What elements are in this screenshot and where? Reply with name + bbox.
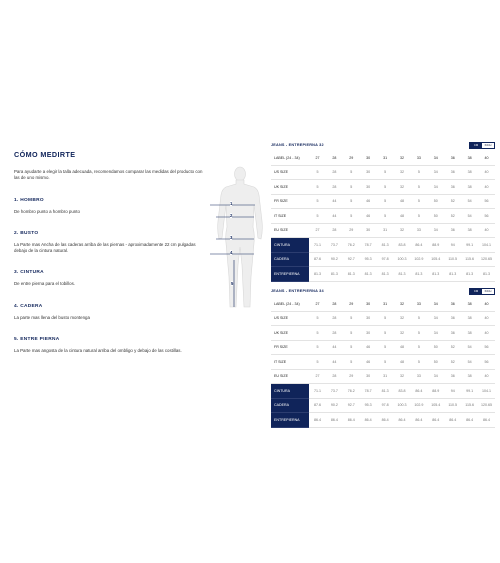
table-cell: 5	[410, 355, 427, 370]
table-cell: 5	[377, 311, 394, 326]
size-table	[271, 297, 495, 428]
table-cell: 40	[478, 311, 495, 326]
table-body	[271, 297, 495, 427]
section-desc: De entre pierna para el tobillos.	[14, 281, 76, 287]
table-cell: 83.8	[394, 238, 411, 253]
header-size-cell: 36	[444, 297, 461, 311]
row-label: UK SIZE	[271, 180, 309, 195]
table-cell: 81.3	[377, 384, 394, 399]
row-label: CADERA	[271, 252, 309, 267]
header-size-cell: 40	[478, 151, 495, 165]
table-cell: 81.3	[360, 267, 377, 282]
table-cell: 40	[478, 326, 495, 341]
marker-3: 3	[230, 235, 233, 240]
table-cell: 5	[410, 311, 427, 326]
table-cell: 33	[410, 223, 427, 238]
row-label: ENTREPIERNA	[271, 413, 309, 428]
marker-2: 2	[230, 213, 233, 218]
table-row	[271, 384, 495, 399]
table-cell: 32	[394, 180, 411, 195]
table-cell: 81.3	[377, 267, 394, 282]
table-cell: 73.7	[326, 384, 343, 399]
table-cell: 32	[394, 223, 411, 238]
header-size-cell: 32	[394, 297, 411, 311]
table-cell: 5	[343, 209, 360, 224]
table-cell: 5	[410, 209, 427, 224]
table-cell: 104.1	[478, 384, 495, 399]
table-row	[271, 340, 495, 355]
table-cell: 110.5	[444, 252, 461, 267]
table-cell: 40	[478, 369, 495, 384]
table-cell: 28	[326, 165, 343, 180]
header-size-cell: 33	[410, 151, 427, 165]
table-cell: 34	[427, 165, 444, 180]
table-cell: 81.3	[410, 267, 427, 282]
table-cell: 87.6	[309, 252, 326, 267]
table-cell: 44	[326, 194, 343, 209]
header-label-cell: LABEL (24 - 34)	[271, 151, 309, 165]
table-cell: 90.2	[326, 398, 343, 413]
unit-toggle	[469, 288, 495, 295]
table-cell: 5	[377, 165, 394, 180]
table-cell: 86.4	[326, 413, 343, 428]
table-cell: 86.4	[478, 413, 495, 428]
section-busto	[14, 231, 204, 254]
row-label: US SIZE	[271, 165, 309, 180]
table-cell: 5	[343, 326, 360, 341]
table-cell: 95.3	[360, 252, 377, 267]
table-cell: 86.4	[410, 413, 427, 428]
table-cell: 81.3	[394, 267, 411, 282]
row-label: FR SIZE	[271, 340, 309, 355]
body-silhouette-icon	[200, 165, 280, 315]
table-row	[271, 398, 495, 413]
table-body	[271, 151, 495, 281]
table-cell: 54	[461, 355, 478, 370]
table-cell: 38	[461, 311, 478, 326]
table-row	[271, 252, 495, 267]
table-cell: 71.1	[309, 384, 326, 399]
table-cell: 48	[394, 340, 411, 355]
marker-4: 4	[230, 250, 233, 255]
table-row	[271, 180, 495, 195]
table-cell: 81.3	[377, 238, 394, 253]
table-cell: 28	[326, 369, 343, 384]
header-size-cell: 27	[309, 151, 326, 165]
table-cell: 48	[394, 194, 411, 209]
section-desc: La parte mas llena del busto montenga	[14, 314, 90, 320]
table-title: JEANS - ENTREPIERNA 34	[271, 289, 324, 293]
table-cell: 30	[360, 223, 377, 238]
table-cell: 5	[377, 180, 394, 195]
table-cell: 29	[343, 369, 360, 384]
table-row	[271, 369, 495, 384]
table-cell: 99.1	[461, 238, 478, 253]
table-cell: 100.3	[394, 252, 411, 267]
table-cell: 30	[360, 311, 377, 326]
row-label: EU SIZE	[271, 369, 309, 384]
table-cell: 27	[309, 223, 326, 238]
table-cell: 78.7	[360, 384, 377, 399]
table-cell: 86.4	[410, 238, 427, 253]
table-cell: 5	[410, 180, 427, 195]
row-label: US SIZE	[271, 311, 309, 326]
table-cell: 86.4	[410, 384, 427, 399]
header-size-cell: 30	[360, 297, 377, 311]
header-size-cell: 31	[377, 151, 394, 165]
table-cell: 48	[394, 209, 411, 224]
table-cell: 52	[444, 194, 461, 209]
table-row	[271, 238, 495, 253]
table-cell: 31	[377, 223, 394, 238]
body-figure	[200, 165, 280, 315]
table-cell: 28	[326, 326, 343, 341]
section-hombro	[14, 198, 204, 215]
table-header-row	[271, 151, 495, 165]
table-cell: 104.1	[478, 238, 495, 253]
table-cell: 34	[427, 369, 444, 384]
table-cell: 5	[377, 209, 394, 224]
header-size-cell: 29	[343, 151, 360, 165]
table-cell: 52	[444, 340, 461, 355]
table-cell: 44	[326, 340, 343, 355]
table-cell: 5	[410, 340, 427, 355]
table-cell: 28	[326, 180, 343, 195]
header-size-cell: 31	[377, 297, 394, 311]
section-title: 4. CADERA	[14, 303, 43, 309]
table-title: JEANS - ENTREPIERNA 32	[271, 143, 324, 147]
table-header-row	[271, 297, 495, 311]
table-cell: 5	[309, 340, 326, 355]
table-cell: 5	[343, 311, 360, 326]
table-cell: 46	[360, 340, 377, 355]
table-cell: 40	[478, 223, 495, 238]
table-cell: 81.3	[444, 267, 461, 282]
table-cell: 78.7	[360, 238, 377, 253]
table-cell: 56	[478, 194, 495, 209]
header-size-cell: 38	[461, 151, 478, 165]
table-cell: 86.4	[394, 413, 411, 428]
table-cell: 71.1	[309, 238, 326, 253]
header-size-cell: 40	[478, 297, 495, 311]
marker-1: 1	[230, 201, 233, 206]
table-cell: 36	[444, 223, 461, 238]
table-cell: 86.4	[360, 413, 377, 428]
table-cell: 50	[427, 209, 444, 224]
header-size-cell: 27	[309, 297, 326, 311]
table-cell: 5	[309, 326, 326, 341]
table-cell: 5	[410, 326, 427, 341]
table-cell: 76.2	[343, 238, 360, 253]
header-size-cell: 34	[427, 297, 444, 311]
table-cell: 81.3	[478, 267, 495, 282]
table-cell: 30	[360, 180, 377, 195]
section-desc: De hombro punto a hombro punto	[14, 208, 80, 214]
table-cell: 5	[309, 209, 326, 224]
page-title: CÓMO MEDIRTE	[14, 150, 76, 159]
table-cell: 36	[444, 326, 461, 341]
table-row	[271, 267, 495, 282]
table-cell: 5	[343, 180, 360, 195]
table-cell: 56	[478, 340, 495, 355]
section-desc: La Parte mas angosta de la cintura natural arriba del ombligo y debajo de las costillas.	[14, 347, 182, 353]
table-row	[271, 165, 495, 180]
table-cell: 30	[360, 326, 377, 341]
table-cell: 38	[461, 326, 478, 341]
table-cell: 86.4	[377, 413, 394, 428]
table-cell: 97.8	[377, 398, 394, 413]
section-title: 3. CINTURA	[14, 270, 44, 276]
header-label-cell: LABEL (24 - 34)	[271, 297, 309, 311]
section-title: 5. ENTRE PIERNA	[14, 336, 60, 342]
table-cell: 38	[461, 369, 478, 384]
table-cell: 86.4	[427, 413, 444, 428]
table-cell: 52	[444, 209, 461, 224]
size-table-32	[271, 141, 495, 282]
table-row	[271, 194, 495, 209]
section-entre-pierna	[14, 337, 204, 354]
table-cell: 46	[360, 209, 377, 224]
table-cell: 90.2	[326, 252, 343, 267]
table-cell: 120.65	[478, 398, 495, 413]
table-cell: 88.9	[427, 384, 444, 399]
table-cell: 40	[478, 180, 495, 195]
table-cell: 56	[478, 209, 495, 224]
table-cell: 110.5	[444, 398, 461, 413]
size-table	[271, 151, 495, 282]
table-cell: 102.9	[410, 252, 427, 267]
table-cell: 32	[394, 369, 411, 384]
table-cell: 5	[343, 340, 360, 355]
table-cell: 5	[410, 165, 427, 180]
table-cell: 46	[360, 355, 377, 370]
table-cell: 73.7	[326, 238, 343, 253]
header-size-cell: 36	[444, 151, 461, 165]
table-cell: 38	[461, 180, 478, 195]
table-cell: 46	[360, 194, 377, 209]
table-cell: 32	[394, 326, 411, 341]
row-label: CADERA	[271, 398, 309, 413]
header-size-cell: 30	[360, 151, 377, 165]
section-title: 1. HOMBRO	[14, 197, 44, 203]
table-cell: 48	[394, 355, 411, 370]
section-cadera	[14, 304, 204, 321]
table-cell: 33	[410, 369, 427, 384]
header-size-cell: 28	[326, 297, 343, 311]
table-cell: 92.7	[343, 398, 360, 413]
header-size-cell: 33	[410, 297, 427, 311]
table-cell: 27	[309, 369, 326, 384]
table-cell: 100.3	[394, 398, 411, 413]
table-cell: 5	[309, 165, 326, 180]
row-label: IT SIZE	[271, 209, 309, 224]
table-cell: 28	[326, 311, 343, 326]
table-cell: 28	[326, 223, 343, 238]
section-desc: La Parte mas Ancha de las caderas arriba de las piernas - aproximadamente 22 cm pulgadas debajo de la cintura natural.	[14, 242, 196, 254]
table-cell: 29	[343, 223, 360, 238]
table-cell: 5	[309, 194, 326, 209]
table-cell: 92.7	[343, 252, 360, 267]
table-cell: 36	[444, 180, 461, 195]
row-label: CINTURA	[271, 238, 309, 253]
table-cell: 86.4	[343, 413, 360, 428]
table-cell: 44	[326, 355, 343, 370]
marker-5: 5	[231, 281, 234, 286]
table-row	[271, 413, 495, 428]
header-size-cell: 38	[461, 297, 478, 311]
table-row	[271, 326, 495, 341]
table-cell: 87.6	[309, 398, 326, 413]
table-cell: 5	[377, 194, 394, 209]
row-label: CINTURA	[271, 384, 309, 399]
table-cell: 30	[360, 165, 377, 180]
table-cell: 32	[394, 165, 411, 180]
table-cell: 105.4	[427, 398, 444, 413]
table-row	[271, 311, 495, 326]
unit-toggle	[469, 142, 495, 149]
table-cell: 54	[461, 209, 478, 224]
section-title: 2. BUSTO	[14, 231, 39, 237]
table-row	[271, 209, 495, 224]
table-cell: 81.3	[309, 267, 326, 282]
unit-cm-button[interactable]: CM	[470, 289, 482, 294]
table-cell: 54	[461, 340, 478, 355]
table-cell: 30	[360, 369, 377, 384]
row-label: FR SIZE	[271, 194, 309, 209]
table-cell: 83.8	[394, 384, 411, 399]
table-cell: 99.1	[461, 384, 478, 399]
table-cell: 54	[461, 194, 478, 209]
table-cell: 5	[377, 355, 394, 370]
table-cell: 34	[427, 180, 444, 195]
table-cell: 34	[427, 223, 444, 238]
table-row	[271, 355, 495, 370]
table-cell: 115.6	[461, 398, 478, 413]
table-cell: 5	[377, 326, 394, 341]
table-cell: 81.3	[343, 267, 360, 282]
table-cell: 86.4	[309, 413, 326, 428]
unit-inch-button[interactable]: INCH	[484, 289, 492, 293]
unit-cm-button[interactable]: CM	[470, 143, 482, 148]
table-cell: 81.3	[461, 267, 478, 282]
table-cell: 52	[444, 355, 461, 370]
row-label: IT SIZE	[271, 355, 309, 370]
table-cell: 38	[461, 165, 478, 180]
section-cintura	[14, 270, 204, 287]
table-cell: 32	[394, 311, 411, 326]
table-cell: 5	[410, 194, 427, 209]
table-cell: 86.4	[461, 413, 478, 428]
intro-text: Para ayudarte a elegir la talla adecuada, recomendamos comparar las medidas del producto con las de uno mismo.	[14, 169, 203, 181]
table-cell: 50	[427, 355, 444, 370]
table-cell: 115.6	[461, 252, 478, 267]
table-cell: 120.65	[478, 252, 495, 267]
header-size-cell: 29	[343, 297, 360, 311]
table-cell: 88.9	[427, 238, 444, 253]
table-cell: 50	[427, 194, 444, 209]
table-cell: 34	[427, 311, 444, 326]
table-cell: 50	[427, 340, 444, 355]
table-cell: 5	[343, 165, 360, 180]
table-cell: 36	[444, 311, 461, 326]
unit-inch-button[interactable]: INCH	[484, 143, 492, 147]
table-cell: 94	[444, 238, 461, 253]
table-cell: 34	[427, 326, 444, 341]
row-label: UK SIZE	[271, 326, 309, 341]
table-cell: 97.8	[377, 252, 394, 267]
table-cell: 36	[444, 369, 461, 384]
table-cell: 44	[326, 209, 343, 224]
table-cell: 5	[309, 311, 326, 326]
header-size-cell: 34	[427, 151, 444, 165]
table-row	[271, 223, 495, 238]
table-cell: 105.4	[427, 252, 444, 267]
table-cell: 5	[309, 355, 326, 370]
table-cell: 76.2	[343, 384, 360, 399]
row-label: ENTREPIERNA	[271, 267, 309, 282]
table-cell: 81.3	[427, 267, 444, 282]
size-table-34	[271, 287, 495, 428]
table-cell: 5	[309, 180, 326, 195]
table-cell: 40	[478, 165, 495, 180]
table-cell: 86.4	[444, 413, 461, 428]
table-cell: 5	[377, 340, 394, 355]
table-cell: 102.9	[410, 398, 427, 413]
table-cell: 31	[377, 369, 394, 384]
table-cell: 38	[461, 223, 478, 238]
header-size-cell: 28	[326, 151, 343, 165]
table-cell: 81.3	[326, 267, 343, 282]
row-label: EU SIZE	[271, 223, 309, 238]
table-cell: 56	[478, 355, 495, 370]
header-size-cell: 32	[394, 151, 411, 165]
table-cell: 95.3	[360, 398, 377, 413]
table-cell: 94	[444, 384, 461, 399]
table-cell: 5	[343, 194, 360, 209]
measure-guide	[14, 150, 204, 370]
table-cell: 36	[444, 165, 461, 180]
table-cell: 5	[343, 355, 360, 370]
